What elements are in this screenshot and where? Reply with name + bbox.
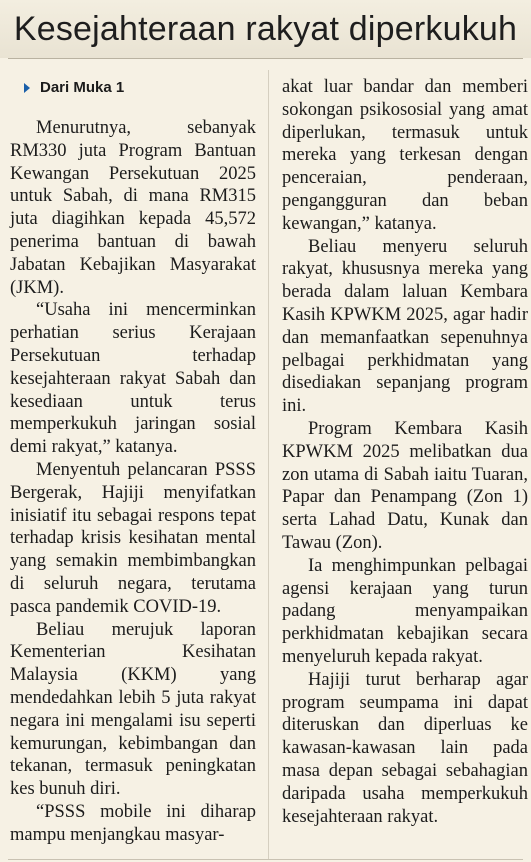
headline-banner [0, 0, 531, 58]
headline-rule [8, 58, 523, 59]
paragraph: “Usaha ini mencerminkan perhatian serius Kerajaan Persekutuan terhadap kesejahteraan rakyat Sabah dan kesediaan untuk terus memperkukuh jaringan sosial demi rakyat,” katanya. [10, 300, 256, 458]
paragraph-continuation: akat luar bandar dan memberi sokongan psikososial yang amat diperlukan, termasuk untuk mereka yang terkesan dengan penceraian, penderaan, pengangguran dan beban kewangan,” katanya. [282, 77, 528, 234]
paragraph: Beliau merujuk laporan Kementerian Kesihatan Malaysia (KKM) yang mendedahkan lebih 5 juta rakyat negara ini mengalami isu seperti kemurungan, kebimbangan dan tekanan, termasuk peningkatan kes bunuh diri. [10, 619, 256, 800]
article-column-right [282, 76, 528, 828]
headline: Kesejahteraan rakyat diperkukuh [13, 9, 518, 48]
paragraph: Menurutnya, sebanyak RM330 juta Program Bantuan Kewangan Persekutuan 2025 untuk Sabah, di mana RM315 juta diagihkan kepada 45,572 penerima bantuan di bawah Jabatan Kebajikan Masyarakat (JKM). [10, 118, 256, 298]
article-column-left [10, 74, 256, 847]
bottom-rule [8, 859, 523, 860]
paragraph: Beliau menyeru seluruh rakyat, khususnya mereka yang berada dalam laluan Kembara Kasih KPWKM 2025, agar hadir dan memanfaatkan sepenuhnya pelbagai perkhidmatan yang disediakan sepanjang program ini. [282, 236, 528, 417]
triangle-arrow-icon [24, 83, 30, 93]
paragraph: Menyentuh pelancaran PSSS Bergerak, Hajiji menyifatkan inisiatif itu sebagai respons tepat terhadap krisis kesihatan mental yang semakin membimbangkan di seluruh negara, terutama pasca pandemik COVID-19. [10, 459, 256, 617]
paragraph: Hajiji turut berharap agar program seumpama ini dapat diteruskan dan diperluas ke kawasan-kawasan lain pada masa depan sebagai sebahagian daripada usaha memperkukuh kesejahteraan rakyat. [282, 669, 528, 827]
kicker[interactable] [24, 78, 256, 98]
paragraph: Program Kembara Kasih KPWKM 2025 melibatkan dua zon utama di Sabah iaitu Tuaran, Papar dan Penampang (Zon 1) serta Lahad Datu, Kunak dan Tawau (Zon). [282, 418, 528, 553]
kicker-label: Dari Muka 1 [40, 79, 125, 96]
column-divider [268, 70, 269, 860]
paragraph: “PSSS mobile ini diharap mampu menjangkau masyar- [10, 801, 256, 845]
paragraph: Ia menghimpunkan pelbagai agensi kerajaan yang turun padang menyampaikan perkhidmatan kebajikan secara menyeluruh kepada rakyat. [282, 555, 528, 667]
